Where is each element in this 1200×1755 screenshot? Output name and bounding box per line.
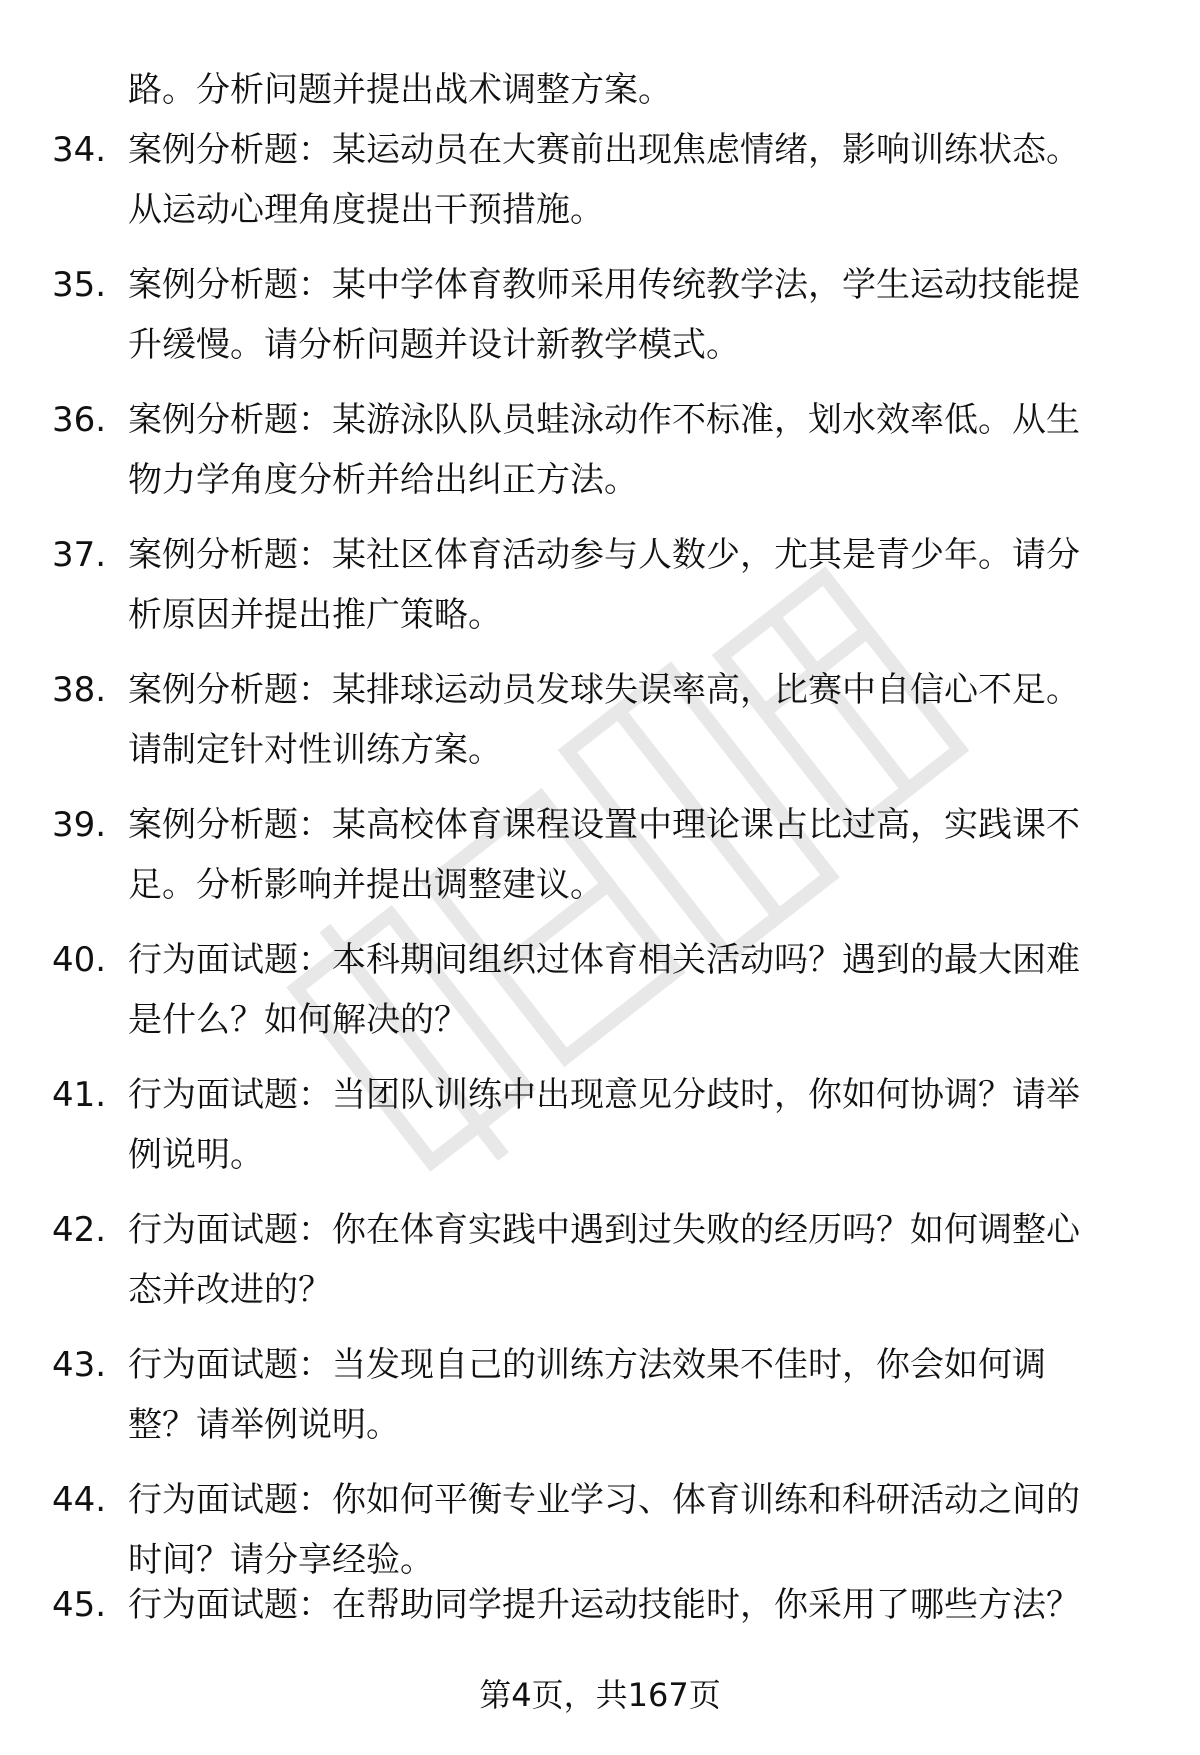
question-text-line: 行为面试题：你在体育实践中遇到过失败的经历吗？如何调整心 <box>128 1210 1080 1250</box>
question-number: 37. <box>52 535 107 575</box>
question-text-line: 行为面试题：在帮助同学提升运动技能时，你采用了哪些方法？ <box>128 1585 1080 1625</box>
question-text-line: 足。分析影响并提出调整建议。 <box>128 865 604 905</box>
question-number: 39. <box>52 805 107 845</box>
question-text-line: 案例分析题：某高校体育课程设置中理论课占比过高，实践课不 <box>128 805 1080 845</box>
question-text-line: 案例分析题：某中学体育教师采用传统教学法，学生运动技能提 <box>128 265 1080 305</box>
question-text-line: 行为面试题：当发现自己的训练方法效果不佳时，你会如何调 <box>128 1345 1046 1385</box>
question-number: 35. <box>52 265 107 305</box>
question-number: 45. <box>52 1585 107 1625</box>
question-text-line: 请制定针对性训练方案。 <box>128 730 502 770</box>
question-text-line: 案例分析题：某社区体育活动参与人数少，尤其是青少年。请分 <box>128 535 1080 575</box>
question-number: 36. <box>52 400 107 440</box>
question-text-line: 行为面试题：你如何平衡专业学习、体育训练和科研活动之间的 <box>128 1480 1080 1520</box>
question-text-line: 时间？请分享经验。 <box>128 1540 434 1580</box>
question-text-line: 案例分析题：某排球运动员发球失误率高，比赛中自信心不足。 <box>128 670 1080 710</box>
question-text-line: 态并改进的？ <box>128 1270 332 1310</box>
question-text-line: 例说明。 <box>128 1135 264 1175</box>
question-text-line: 行为面试题：本科期间组织过体育相关活动吗？遇到的最大困难 <box>128 940 1080 980</box>
question-number: 40. <box>52 940 107 980</box>
question-text-line: 物力学角度分析并给出纠正方法。 <box>128 460 638 500</box>
question-text-line: 升缓慢。请分析问题并设计新教学模式。 <box>128 325 740 365</box>
question-number: 44. <box>52 1480 107 1520</box>
question-number: 34. <box>52 130 107 170</box>
question-number: 43. <box>52 1345 107 1385</box>
question-text-line: 析原因并提出推广策略。 <box>128 595 502 635</box>
question-number: 42. <box>52 1210 107 1250</box>
question-number: 41. <box>52 1075 107 1115</box>
continuation-text: 路。分析问题并提出战术调整方案。 <box>128 70 672 110</box>
question-text-line: 从运动心理角度提出干预措施。 <box>128 190 604 230</box>
question-text-line: 整？请举例说明。 <box>128 1405 400 1445</box>
page-footer: 第4页，共167页 <box>479 1676 721 1714</box>
question-text-line: 案例分析题：某运动员在大赛前出现焦虑情绪，影响训练状态。 <box>128 130 1080 170</box>
question-text-line: 行为面试题：当团队训练中出现意见分歧时，你如何协调？请举 <box>128 1075 1080 1115</box>
question-text-line: 案例分析题：某游泳队队员蛙泳动作不标准，划水效率低。从生 <box>128 400 1080 440</box>
question-text-line: 是什么？如何解决的？ <box>128 1000 468 1040</box>
question-number: 38. <box>52 670 107 710</box>
